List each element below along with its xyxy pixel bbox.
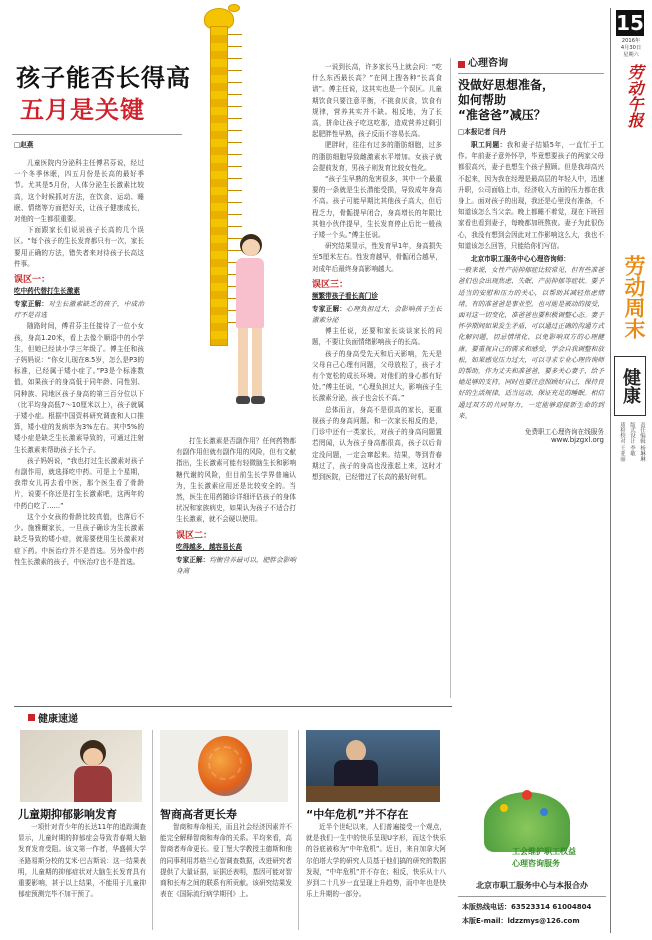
misconception-2-subtitle: 吃得越多，越容易长高	[176, 542, 242, 551]
misc2-expert-label: 专家正解：	[176, 555, 210, 564]
express-item2-title: 智商高者更长寿	[160, 808, 237, 821]
date-year: 2016年	[621, 38, 641, 44]
intro-paragraph-2: 下面跟家长们说说孩子长高的几个误区。“每个孩子的生长发育都只有一次，家长要用正确的方法，错失者来对待孩子长高这件事。	[14, 226, 144, 268]
express-top-rule	[14, 706, 452, 707]
main-col-1	[14, 158, 144, 568]
psy-author: □本报记者 闫丹	[458, 128, 507, 136]
psy-org: 北京市职工服务中心与本报合办	[476, 881, 588, 890]
express-item1-title: 儿童期抑郁影响发育	[18, 808, 117, 821]
man-photo	[306, 730, 440, 802]
express-item2-text: 智商和寿命相关，而且社会经济因素并不能完全解释智商和寿命的关系。平均来看，高智商者寿命更长。爱丁堡大学教授主德斯和他的同事利用苏格兰心智调查数据，改进研究者提供了大量证据，证据还表明，基因可能对智商和长寿之间的联系有所贡献。该研究结果发表在《国际流行病学期刊》上。	[160, 823, 292, 899]
brain-illustration	[160, 730, 288, 802]
misc1-paragraph-1: 随路时间，傅君芬主任接待了一位小女孩，身高1.20米，看上去像个顺语中的小学生，但她已经读小学三年级了。傅主任和孩子妈妈说：“你女儿现在8.5岁，怎么是P3的标准，已经属于矮小症了。”P3是个标准数值，如果孩子的身高低于同年龄、同性别、同种族、同地区孩子身高的第三百分位以下（比平均身高低7～10厘米以上），孩子就属于矮小症。根据中国资料研究调查和人口推算，矮小症的发病率为3%左右。其中5%的矮小症是缺乏生长激素导致的，可通过注射生长激素来帮助孩子长个子。	[14, 322, 144, 454]
psy-question: 我和妻子结婚5年，一直忙于工作。年前妻子意外怀孕，毕竟想要孩子的两家父母都很高兴，妻子也想生个孩子照顾。但是我却高兴不起来，因为我在经理是最高层的年轻人中，迅速升职，公司面临上市，经济收入方面的压力都在我身上。面对孩子的出现，我还是心里没有准备，不知道该怎么当父亲。晚上都睡不着觉，现在下班回家看也看到妻子，每晚都加班熬夜。妻子为此很伤心，我没有想到会因此对工作影响这么大，我也不知道该怎么回答，只能给你们写信。	[458, 141, 604, 250]
editors	[618, 422, 646, 502]
divider-main-psy	[450, 58, 451, 698]
page-number-box: 15	[616, 11, 644, 35]
date-day: 4月30日	[620, 45, 642, 51]
date-weekday: 星期六	[623, 52, 639, 58]
express-item3-title: “中年危机”并不存在	[306, 808, 409, 821]
misc3-paragraph-3: 总体而言，身高不是很高的家长，更重视孩子的身高问题。和一次家长相反的是，门诊中还有一类家长，对孩子的身高问题置若罔闻，认为孩子身高都很高，孩子以后肯定没问题，一定会窜起来。结果，等到青春期过了，孩子的身高也没涨起上来，这时才想到医院，已经错过了长高的最好时机。	[312, 405, 442, 481]
misc1-paragraph-4: 打生长激素是否副作用？任何药物都有副作用但就有副作用的风险，但有文献指出，生长激素可能有轻微脑生长和影响糖代谢的风险，但目前生长学界普遍认为，生长激素应用还是比较安全的。当然，医生在用药随诊详细评估孩子的身体状况和家族病史，如果认为孩子不适合打生长激素，就不会硬以使用。	[176, 437, 296, 524]
express-header	[28, 710, 78, 725]
psy-title-line1: 没做好思想准备，	[458, 78, 555, 92]
misc2-paragraph-3: “孩子生早熟的危害很多，其中一个最重要的一条就是生长潜能受损，导致成年身高不高。孩子可能早期比其他孩子高大，但后程乏力，骨骺提早闭合，身高增长的年限比其他小伙伴提早，生长发育停止后比一般孩子矮一个头。”傅主任说。	[312, 175, 442, 240]
psy-title-line3: “准爸爸”减压？	[458, 108, 546, 122]
misconception-3-title: 误区三：	[312, 279, 349, 290]
express-header-square	[28, 714, 35, 721]
express-item1-text: 一项针对青少年的长达11年的追踪调查显示，儿童时期的抑郁症会导致青春期大脑发育发育受阻。该文第一作者，华盛顿大学圣路易斯分校的艾米·巴吉斯说：这一结果表明，儿童期的抑郁症状对大脑生长发育具有重要影响，甚于以上结果，不能用于儿童抑郁症预测完毕不加干预了。	[18, 823, 146, 899]
hotline-label: 本版热线电话：	[462, 903, 511, 911]
main-col-3	[312, 62, 442, 483]
giraffe-illustration	[196, 4, 278, 434]
psy-title-line2: 如何帮助	[458, 93, 507, 107]
column-name: 劳动周末	[622, 255, 646, 339]
misconception-1-subtitle: 吃中药代替打生长激素	[14, 287, 80, 296]
email-row	[462, 916, 580, 926]
psy-header-rule	[458, 73, 604, 74]
misconception-3-subtitle: 频繁带孩子看长高门诊	[312, 291, 378, 300]
girl-figure	[226, 234, 274, 414]
main-author: □赵燕	[14, 141, 34, 149]
express-divider-2	[298, 730, 299, 930]
express-item3-text: 近半个世纪以来，人们普遍接受一个观点，就是我们一生中的快乐呈现U字形，而这个快乐的谷底被称为“中年危机”。近日，来自加拿大阿尔伯塔大学的研究人员基于他们搞的研究的数据发现，“中年危机”并不存在；相反，快乐从十八岁到二十几岁一直呈现上升趋势，而中年也是快乐上升期的一部分。	[306, 823, 446, 899]
logo-line-1: 工会维护职工权益	[512, 847, 576, 856]
child-photo	[20, 730, 142, 802]
misconception-3-heading	[312, 279, 442, 302]
misconception-2-heading	[176, 530, 296, 553]
logo-line-2: 心理咨询服务	[512, 859, 560, 868]
hotline-number: 63523314 61004804	[511, 903, 592, 911]
psy-header-label: 心理咨询	[468, 58, 508, 69]
psy-service: 免费职工心理咨询在线服务	[524, 428, 604, 437]
misc2-paragraph-2: 肥胖时，往往有过多的脂肪细胞，过多的脂肪细胞导致雌激素水平增加。女孩子就会提前发育，男孩子则发育比较女性化。	[312, 141, 442, 172]
misc1-expert-text: 对生长激素缺乏的孩子，中成治疗不是首选	[14, 300, 145, 320]
psy-header-square	[458, 61, 465, 68]
column-sub-box	[614, 356, 646, 416]
union-logo-illustration	[470, 790, 600, 882]
express-header-label: 健康速递	[38, 714, 78, 725]
psy-answer: 一般来说，女性产前抑郁症比较常见，但有些准爸爸们也会出现焦虑、失眠、产前抑郁等症状。要予适当的安慰和压力的关心，以帮助其减轻焦虑情绪。有的准爸爸是事业型，也可能是被动的接受，面对这一切变化，准爸爸也要积极调整心态。妻子怀孕期间如果发生矛盾，可以通过正确的沟通方式化解问题，切忌情绪化，以免影响双方的心理健康。要重视自己的需求和感受，学会自我调整和放松，如果感觉压力过大，可以寻求专业心理咨询师的帮助。作为丈夫和准爸爸，要多关心妻子，给予她足够的支持。同时也要注意照顾好自己，保持良好的生活规律，适当运动，保证充足的睡眠。相信通过双方的共同努力，一定能够迎接新生命的到来。	[458, 266, 604, 420]
misconception-1-title: 误区一：	[14, 275, 51, 286]
misc2-paragraph-1: 一说到长高，许多家长马上就会问：“吃什么东西最长高？”在网上搜各种“长高食谱”。傅主任说，这其实也是一个误区。儿童期饮食只要注意平衡，不挑食厌食，饮食有规律，营养其实并不缺。相反地，为了长高，拼命让孩子吃这吃那，造成营养过剩引起肥胖性早熟，孩子反而不容易长高。	[312, 63, 442, 139]
editor-2: 版式设计 李敏	[629, 422, 635, 457]
editor-1: 责任编辑 杨琳琳	[639, 422, 645, 462]
misc3-paragraph-2: 孩子的身高受先天和后天影响，先天是父母自己心理有问题，父母放松了，孩子才有个宽松的成长环境。对他们的身心都有好处。”傅主任说，“心理负担过大，影响孩子生长激素分泌，孩子也会长不高。”	[312, 349, 442, 403]
psy-website: www.bjzgxl.org	[550, 436, 604, 445]
right-column-divider	[610, 8, 611, 933]
psy-bottom-rule	[458, 896, 606, 897]
email-address[interactable]: ldzzmys@126.com	[507, 917, 580, 925]
misc1-paragraph-3: 这个小女孩的骨龄比较真值，也落后不少。施雅爾家长，一旦孩子确诊为生长激素缺乏导致的矮小症，就需要使用生长激素对症下药。中医治疗并不是首选。另外像中药性生长激素的孩子，中医治疗也不是首选。	[14, 512, 144, 566]
hotline-row	[462, 902, 591, 912]
main-title-line2: 五月是关键	[20, 96, 145, 124]
misc2-paragraph-4: 研究结果显示，性发育早1年，身高损失至5厘米左右。性发育越早，骨骺闭合越早，对成年后最终身高影响越大。	[312, 242, 442, 273]
editor-3: 质检校对 王亚丽	[619, 422, 625, 462]
express-divider-1	[152, 730, 153, 930]
misc1-expert-label: 专家正解：	[14, 300, 49, 309]
misc3-paragraph-1: 傅主任说，还要和家长谈谈家长的问题，不要让负面情绪影响孩子的长高。	[312, 327, 442, 347]
email-label: 本版E-mail：	[462, 917, 508, 925]
misc1-paragraph-2: 孩子妈妈说，“我也打过生长激素对孩子有副作用，就选择吃中药。可是上个星期，我带女儿再去看中医，那个医生看了骨龄片，说要不你还是打生长激素吧，这两年的中药白吃了……”	[14, 456, 144, 510]
main-col-2-lower	[176, 436, 296, 577]
column-sub: 健康	[620, 368, 641, 404]
misc3-expert-text: 心理负担过大，会影响孩子生长激素分泌	[312, 304, 443, 325]
masthead-logo: 劳动午报	[625, 64, 644, 128]
psy-header	[458, 58, 604, 70]
intro-paragraph-1: 儿童医院内分泌科主任傅君芬说，经过一个冬季休眠，四五月份是长高的最好季节。尤其是5月份，人体分泌生长激素比较高，这个时候抓对方法，在饮食、运动、睡眠、情绪等方面把好关，让孩子健康成长，对他的一生都很重要。	[14, 159, 144, 224]
psy-answer-label: 北京市职工服务中心心理咨询师：	[471, 255, 570, 264]
misc3-expert-label: 专家正解：	[312, 304, 347, 313]
giraffe-ear	[228, 4, 240, 12]
misc2-expert-text: 均衡营养最可以，肥胖会影响身高	[176, 555, 297, 575]
psy-column	[458, 58, 604, 448]
main-title-line1: 孩子能否长得高	[16, 64, 191, 92]
title-underline	[12, 134, 182, 135]
misconception-2-title: 误区二：	[176, 530, 213, 541]
psy-question-label: 职工问题：	[471, 141, 507, 149]
misconception-1-heading	[14, 274, 144, 297]
issue-date	[614, 38, 648, 59]
